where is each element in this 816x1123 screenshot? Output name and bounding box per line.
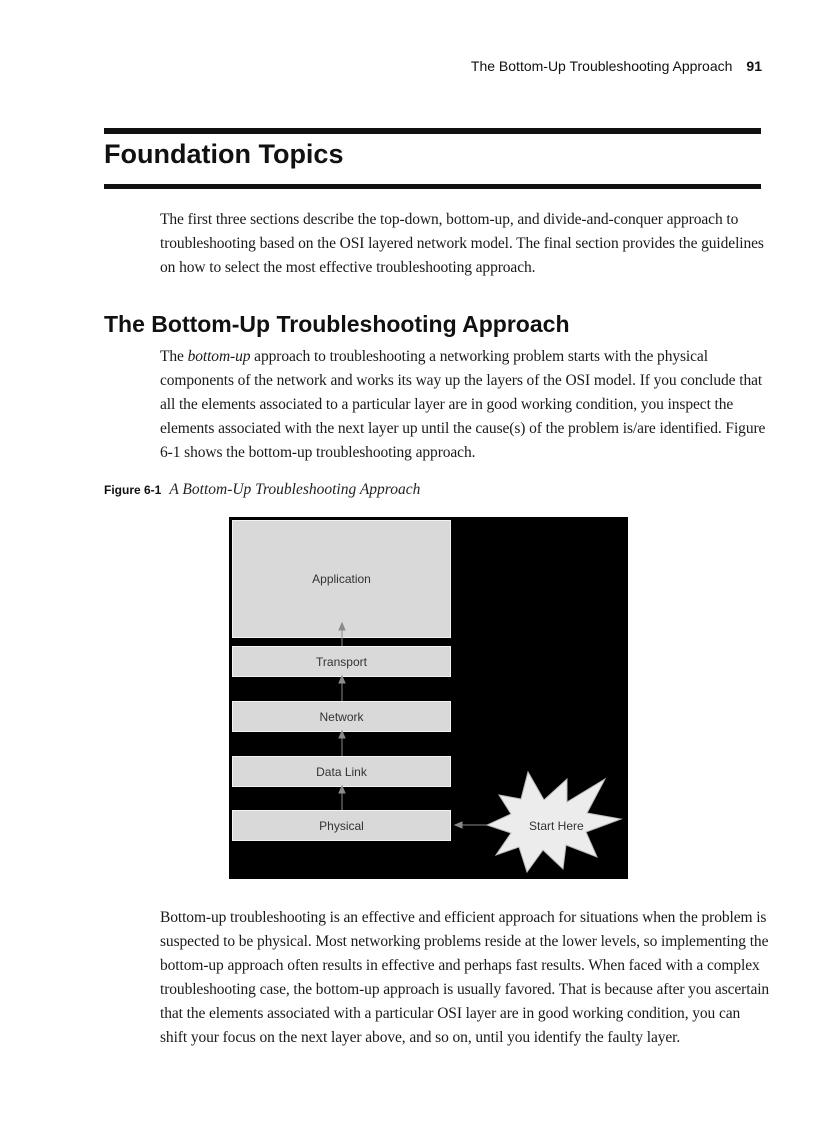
figure-caption [104, 481, 420, 499]
layer-network-label: Network [319, 709, 364, 724]
running-head [471, 58, 762, 74]
arrow-up-to-network-head [339, 731, 345, 738]
chapter-rule-top [104, 128, 761, 134]
arrow-up-to-transport-head [339, 676, 345, 683]
start-here-label: Start Here [529, 819, 584, 833]
term-emphasis: bottom-up [187, 348, 251, 365]
page-number: 91 [746, 58, 762, 74]
section-paragraph-rest: approach to troubleshooting a networking problem starts with the physical components of the network and works its way up the layers of the OSI model. If you conclude that all the elements associated to a particular layer are in good working condition, you inspect the elements associated with the next layer up until the cause(s) of the problem is/are identified. Figure 6-1 shows the bottom-up troubleshooting approach. [160, 348, 766, 461]
running-head-title: The Bottom-Up Troubleshooting Approach [470, 58, 733, 74]
layer-transport-label: Transport [316, 654, 367, 669]
section-heading: The Bottom-Up Troubleshooting Approach [104, 311, 570, 337]
osi-layers-figure [229, 517, 628, 879]
chapter-title: Foundation Topics [104, 139, 344, 169]
figure-label: Figure 6-1 [104, 483, 162, 497]
chapter-rule-bottom [104, 184, 761, 189]
arrow-start-to-physical-head [455, 822, 462, 828]
arrow-up-to-application-head [339, 623, 345, 630]
layer-data-link-label: Data Link [316, 764, 367, 779]
closing-paragraph: Bottom-up troubleshooting is an effective and efficient approach for situations when the problem is suspected to be physical. Most networking problems reside at the lower levels, so implementing the bottom-up approach often results in effective and perhaps fast results. When faced with a complex troubleshooting case, the bottom-up approach is usually favored. That is because after you ascertain that the elements associated with a particular OSI layer are in good working condition, you can shift your focus on the next layer above, and so on, until you identify the faulty layer. [160, 909, 770, 1046]
intro-paragraph: The first three sections describe the top-down, bottom-up, and divide-and-conquer approach to troubleshooting based on the OSI layered network model. The final section provides the guidelines on how to select the most effective troubleshooting approach. [160, 211, 764, 276]
section-paragraph [160, 345, 770, 465]
section-paragraph-start: The [160, 348, 188, 365]
figure-title: A Bottom-Up Troubleshooting Approach [169, 481, 421, 498]
arrow-up-to-data-link-head [339, 786, 345, 793]
layer-application-label: Application [312, 572, 371, 586]
layer-physical-label: Physical [319, 818, 364, 833]
